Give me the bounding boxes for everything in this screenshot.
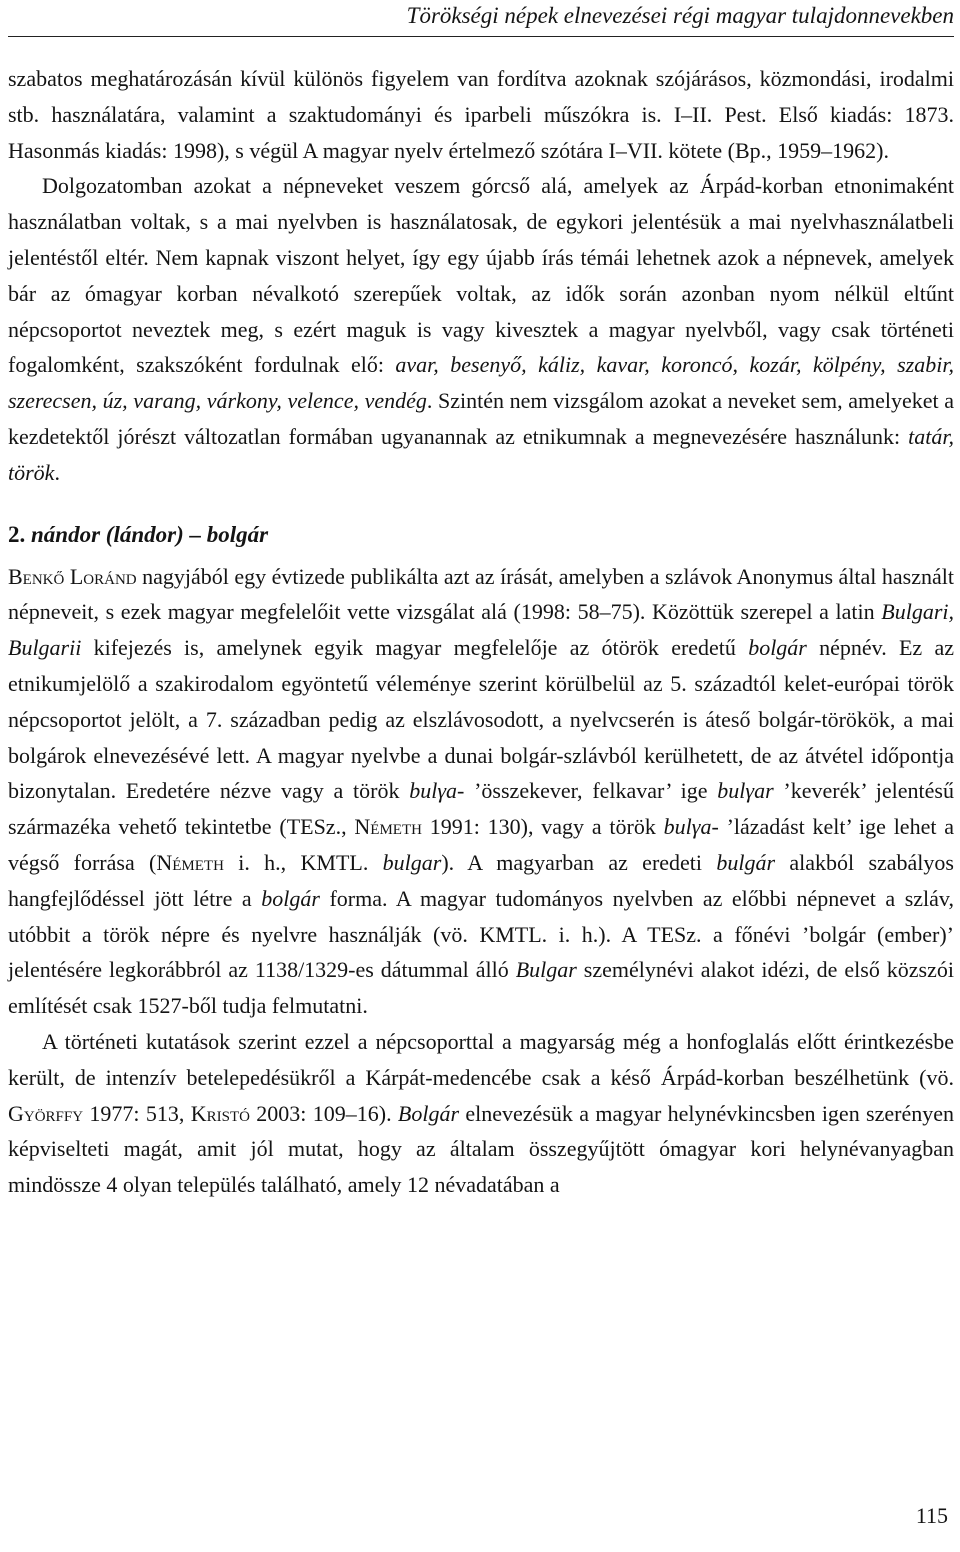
document-page xyxy=(8,0,954,1552)
p3-text-u: forma. A magyar tudományos nyelvben az előbbi népnevet a szláv, utóbbit a török népre és nyelvre használják (vö. KMTL. i. h.). A TESz. a főnévi ’bolgár (ember)’ jelentésére legkorábbról az 1138/1329-es dátummal álló xyxy=(8,885,954,983)
paragraph-history xyxy=(8,1024,954,1203)
p2-text-a: Dolgozatomban azokat a népneveket veszem górcső alá, amelyek az Árpád-korban etnonimaként használatban voltak, s a mai nyelvben is használatosak, de egykori jelentésük a mai nyelvhasználatbeli jelentéstől eltér. Nem kapnak viszont helyet, így egy újabb írás témái lehetnek azok a népnevek, amelyek bár az ómagyar korban névalkotó szerepűek voltak, az idők során azonban nyom nélkül eltűnt népcsoportot neveztek meg, s ezért maguk is vagy kivesztek a magyar nyelvből, vagy csak történeti fogalomként, szakszóként fordulnak elő: xyxy=(8,173,954,378)
p3-author-nemeth: Németh xyxy=(354,814,422,840)
p4-author-gyorffy: Györffy xyxy=(8,1100,84,1126)
p4-text-e: 2003: 109–16). xyxy=(249,1100,398,1126)
running-head: Törökségi népek elnevezései régi magyar tulajdonnevekben xyxy=(406,3,954,28)
p3-text-o: i. h., KMTL. xyxy=(223,849,383,875)
p3-text-i: ’keverék’ jelentésű származéka vehető tekintetbe (TESz., xyxy=(8,778,954,840)
p3-italic-h: bulγar xyxy=(717,778,774,804)
paragraph-continuation xyxy=(8,61,954,168)
p3-text-w: személynévi alakot idézi, de első közszói említését csak 1527-ből tudja felmutatni. xyxy=(8,957,954,1019)
p3-text-k: 1991: 130), vagy a török xyxy=(421,814,664,840)
p3-italic-v: Bulgar xyxy=(515,957,577,983)
p3-italic-t: bolgár xyxy=(261,885,320,911)
p3-author-nemeth-2: Németh xyxy=(156,849,224,875)
p2-text-e: . xyxy=(54,459,60,485)
paragraph-bolgar xyxy=(8,559,954,1024)
p2-italic-list: avar, besenyő, káliz, kavar, koroncó, kozár, kölpény, szabir, szerecsen, úz, varang, várkony, velence, vendég xyxy=(8,352,954,414)
p3-italic-p: bulgar xyxy=(382,849,442,875)
p3-italic-l: bulγa- xyxy=(663,814,719,840)
paragraph-scope xyxy=(8,168,954,490)
p4-text-c: 1977: 513, xyxy=(83,1100,191,1126)
p4-italic-f: Bolgár xyxy=(397,1100,460,1126)
p4-author-kristo: Kristó xyxy=(190,1100,250,1126)
header-rule xyxy=(8,36,954,37)
body-text xyxy=(8,61,954,1203)
p3-text-s: alakból szabályos hangfejlődéssel jött létre a xyxy=(8,849,954,911)
author-name: Benkő Loránd xyxy=(8,563,137,589)
p3-text-g: ’összekever, felkavar’ ige xyxy=(464,778,718,804)
section-title: nándor (lándor) – bolgár xyxy=(31,521,269,547)
section-number: 2. xyxy=(8,521,26,547)
section-heading xyxy=(8,517,954,553)
p4-text-g: elnevezésük a magyar helynévkincsben igen szerényen képviselteti magát, amit jól mutat, hogy az általam összegyűjtött ómagyar kori helynévanyagban mindössze 4 olyan település található, amely 12 névadatában a xyxy=(8,1100,954,1198)
p3-text-e: népnév. Ez az etnikumjelölő a szakirodalom egyöntetű véleménye szerint körülbelül az 5. századtól kelet-európai török népcsoportot jelölt, a 7. században pedig az elszlávosodott, a nyelvcserén is áteső bolgár-törökök, a mai bolgárok elnevezésévé lett. A magyar nyelvbe a dunai bolgár-szlávból kerülhetett, de az átvétel időpontja bizonytalan. Eredetére nézve vagy a török xyxy=(8,635,954,804)
p3-italic-d: bolgár xyxy=(748,635,807,661)
p2-text-c: . Szintén nem vizsgálom azokat a neveket sem, amelyeket a kezdetektől jórészt változatlan formában ugyanannak az etnikumnak a megnevezésére használunk: xyxy=(8,388,954,449)
p3-text-m: ’lázadást kelt’ ige lehet a végső forrása ( xyxy=(8,814,955,875)
p2-italic-examples: tatár, török xyxy=(8,423,954,485)
p3-text-c: kifejezés is, amelynek egyik magyar megfelelője az ótörök eredetű xyxy=(81,635,749,661)
p3-italic-f: bulγa- xyxy=(409,778,465,804)
p3-text-q: ). A magyarban az eredeti xyxy=(441,849,717,875)
page-number: 115 xyxy=(915,1503,948,1528)
p3-italic-r: bulgár xyxy=(716,849,776,875)
p3-text-a: nagyjából egy évtizede publikálta azt az írását, amelyben a szlávok Anonymus által használt népneveit, s ezek magyar megfelelőit vette vizsgálat alá (1998: 58–75). Közöttük szerepel a latin xyxy=(8,563,954,625)
paragraph-1-text: szabatos meghatározásán kívül különös figyelem van fordítva azoknak szójárásos, közmondási, irodalmi stb. használatára, valamint a szaktudományi és iparbeli műszókra is. I–II. Pest. Első kiadás: 1873. Hasonmás kiadás: 1998), s végül A magyar nyelv értelmező szótára I–VII. kötete (Bp., 1959–1962). xyxy=(8,66,954,163)
p3-italic-b: Bulgari, Bulgarii xyxy=(8,599,954,661)
p4-text-a: A történeti kutatások szerint ezzel a népcsoporttal a magyarság még a honfoglalás előtt érintkezésbe került, de intenzív betelepedésükről a Kárpát-medencébe csak a késő Árpád-korban beszélhetünk (vö. xyxy=(8,1028,954,1090)
